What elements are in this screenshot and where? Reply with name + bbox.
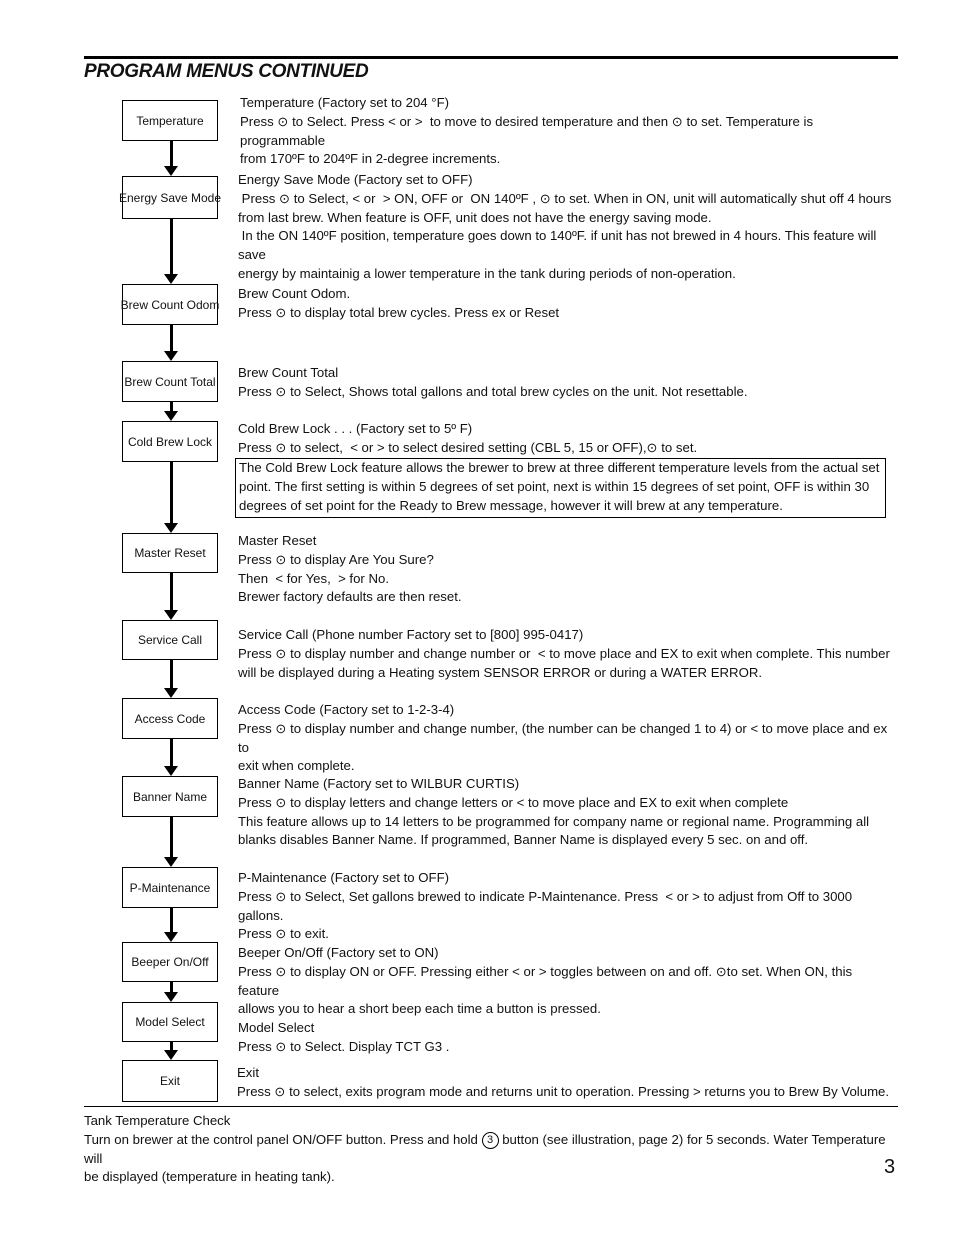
desc-access-code: Access Code (Factory set to 1-2-3-4) Press ⊙ to display number and change number, (the number can be changed 1 to 4) or < to move place and ex to exit when complete. xyxy=(238,702,891,774)
tank-check-line2: be displayed (temperature in heating tank). xyxy=(84,1169,335,1185)
tank-check-heading: Tank Temperature Check xyxy=(84,1113,231,1128)
desc-temperature: Temperature (Factory set to 204 °F) Press ⊙ to Select. Press < or > to move to desired temperature and then ⊙ to set. Temperature is programmable from 170ºF to 204ºF in 2-degree increments. xyxy=(240,95,817,167)
desc-exit: Exit Press ⊙ to select, exits program mode and returns unit to operation. Pressing > returns you to Brew By Volume. xyxy=(237,1065,890,1099)
flow-arrow xyxy=(164,140,178,176)
desc-banner-name: Banner Name (Factory set to WILBUR CURTIS) Press ⊙ to display letters and change letters or < to move place and EX to exit when complete This feature allows up to 14 letters to be programmed for company name or regional name. Programming all blanks disables Banner Name. If programmed, Banner Name is displayed every 5 sec. on and off. xyxy=(238,776,870,848)
flow-arrow xyxy=(164,981,178,1002)
menu-box-exit: Exit xyxy=(122,1060,218,1102)
menu-box-master-reset: Master Reset xyxy=(122,533,218,573)
desc-cold-brew-lock: Cold Brew Lock . . . (Factory set to 5º F) Press ⊙ to select, < or > to select desired setting (CBL 5, 15 or OFF),⊙ to set. xyxy=(238,421,698,455)
flow-arrow xyxy=(164,461,178,533)
menu-box-service-call: Service Call xyxy=(122,620,218,660)
page-title: PROGRAM MENUS CONTINUED xyxy=(84,61,369,82)
menu-box-energy-save-mode: Energy Save Mode xyxy=(122,176,218,219)
tank-check-line1: Turn on brewer at the control panel ON/OFF button. Press and hold 3 button (see illustration, page 2) for 5 seconds. Water Temperature will xyxy=(84,1131,886,1166)
desc-energy-save-mode: Energy Save Mode (Factory set to OFF) Press ⊙ to Select, < or > ON, OFF or ON 140ºF , ⊙ to set. When in ON, unit will automatically shut off 4 hours from last brew. When feature is OFF, unit does not have the energy saving mode. In the ON 140ºF position, temperature goes down to 140ºF. if unit has not brewed in 4 hours. This feature will save energy by maintainig a lower temperature in the tank during periods of non-operation. xyxy=(238,172,892,281)
bottom-rule xyxy=(84,1106,898,1107)
desc-brew-count-total: Brew Count Total Press ⊙ to Select, Shows total gallons and total brew cycles on the unit. Not resettable. xyxy=(238,365,748,399)
flow-arrow xyxy=(164,218,178,284)
page-number: 3 xyxy=(884,1156,896,1178)
desc-p-maintenance: P-Maintenance (Factory set to OFF) Press ⊙ to Select, Set gallons brewed to indicate P-Maintenance. Press < or > to adjust from Off to 3000 gallons. Press ⊙ to exit. xyxy=(238,870,856,942)
tank-temperature-check xyxy=(84,1112,898,1187)
desc-beeper: Beeper On/Off (Factory set to ON) Press ⊙ to display ON or OFF. Pressing either < or > toggles between on and off. ⊙to set. When ON, this feature allows you to hear a short beep each time a button is pressed. xyxy=(238,945,856,1017)
cold-brew-note-box: The Cold Brew Lock feature allows the brewer to brew at three different temperature levels from the actual set point. The first setting is within 5 degrees of set point, next is within 15 degrees of set point, OFF is within 30 degrees of set point for the Ready to Brew message, however it will brew at any temperature. xyxy=(235,458,886,518)
menu-box-model-select: Model Select xyxy=(122,1002,218,1042)
desc-model-select: Model Select Press ⊙ to Select. Display TCT G3 . xyxy=(238,1020,450,1054)
menu-box-brew-count-total: Brew Count Total xyxy=(122,361,218,402)
menu-box-brew-count-odom: Brew Count Odom xyxy=(122,284,218,325)
desc-master-reset: Master Reset Press ⊙ to display Are You Sure? Then < for Yes, > for No. Brewer factory defaults are then reset. xyxy=(238,533,462,605)
menu-box-cold-brew-lock: Cold Brew Lock xyxy=(122,421,218,462)
flow-arrow xyxy=(164,907,178,942)
flow-arrow xyxy=(164,401,178,421)
flow-arrow xyxy=(164,659,178,698)
desc-brew-count-odom: Brew Count Odom. Press ⊙ to display total brew cycles. Press ex or Reset xyxy=(238,286,560,320)
flow-arrow xyxy=(164,572,178,620)
desc-service-call: Service Call (Phone number Factory set to [800] 995-0417) Press ⊙ to display number and change number or < to move place and EX to exit when complete. This number will be displayed during a Heating system SENSOR ERROR or during a WATER ERROR. xyxy=(238,627,890,680)
top-rule xyxy=(84,56,898,59)
menu-box-beeper: Beeper On/Off xyxy=(122,942,218,982)
flow-arrow xyxy=(164,738,178,776)
menu-box-temperature: Temperature xyxy=(122,100,218,141)
button-3-icon: 3 xyxy=(482,1132,499,1149)
flow-arrow xyxy=(164,816,178,867)
flow-arrow xyxy=(164,324,178,361)
menu-box-p-maintenance: P-Maintenance xyxy=(122,867,218,908)
menu-box-access-code: Access Code xyxy=(122,698,218,739)
flow-arrow xyxy=(164,1041,178,1060)
menu-box-banner-name: Banner Name xyxy=(122,776,218,817)
